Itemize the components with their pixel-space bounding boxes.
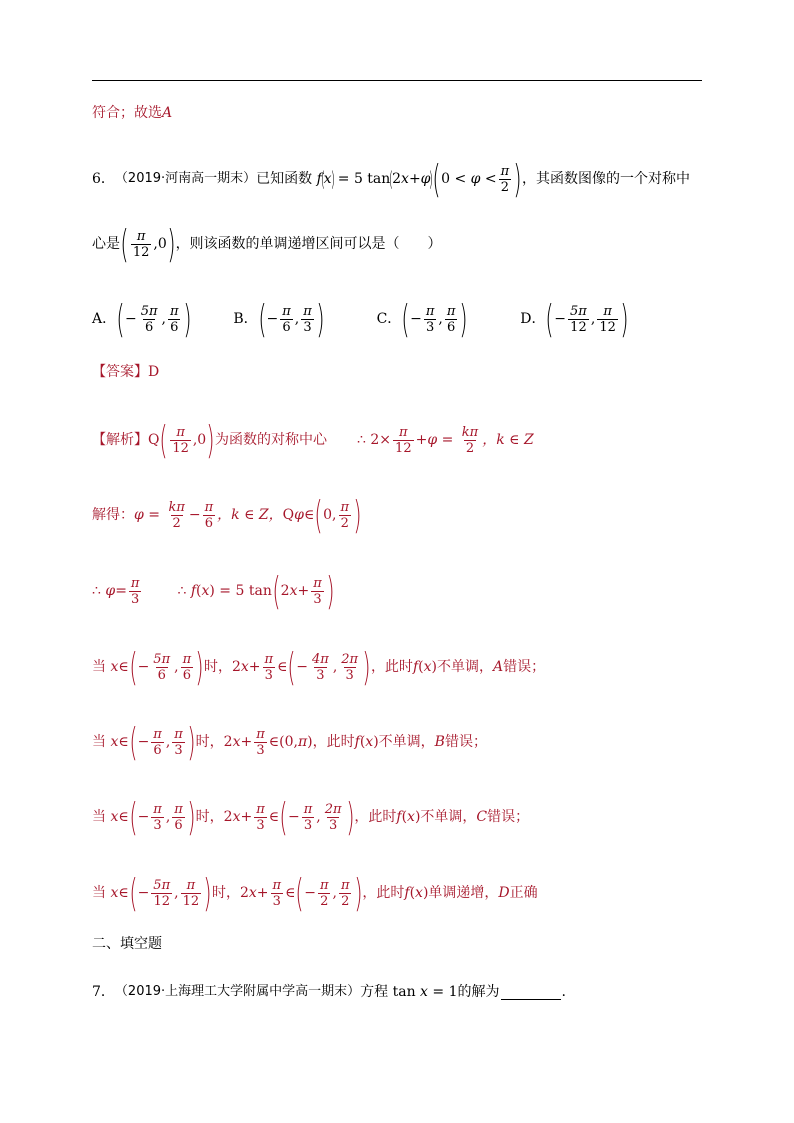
option-b[interactable]: B． ( − $\frac{\pi}{6}$ , $\frac{\pi}{3}$ ) [233,297,325,341]
answer-tag: 【答案】 [92,364,148,380]
option-c[interactable]: C． ( − $\frac{\pi}{3}$ , $\frac{\pi}{6}$ ) [376,297,468,341]
analysis-line-1: 【解析】 Q ( $\frac{\pi}{12}$ ,0 ) 为函数的对称中心 ∴ 2× $\frac{\pi}{12}$ + φ = $\frac{k\pi}{2}$ ，k ∈ Z [92,418,534,462]
answer-value: D [148,364,160,380]
case-b-line: 当 x ∈ ( − $\frac{\pi}{6}$ , $\frac{\pi}{3}$ ) 时， 2 x + $\frac{\pi}{3}$ ∈(0, π ) ，此时 f ( x ) 不单调， B 错误； [92,720,487,764]
question-6-line-1: 6． （2019·河南高一期末） 已知函数 f ( x ) = 5 tan ( 2 x + φ ) ( 0 < φ < $\frac{\pi}{2}$ ) ，其函数图像的一个对称中 [92,157,691,201]
case-a-line: 当 x ∈ ( − $\frac{5\pi}{6}$ , $\frac{\pi}{6}$ ) 时， 2 x + $\frac{\pi}{3}$ ∈ ( − $\frac{4\pi}{3}$ , $\frac{2\pi}{3}$ ) ，此时 f ( x ) 不单调， A 错误； [92,645,546,689]
question-6-line-2: 心是 ( $\frac{\pi}{12}$ ,0 ) ，则该函数的单调递增区间可以是（ ） [92,222,442,266]
option-a[interactable]: A． ( − $\frac{5\pi}{6}$ , $\frac{\pi}{6}$ ) [92,297,192,341]
answer-blank[interactable] [501,985,561,1000]
previous-conclusion: 符合；故选 A [92,105,173,121]
options-row [92,297,629,341]
option-d[interactable]: D． ( − $\frac{5\pi}{12}$ , $\frac{\pi}{12}$ ) [520,297,629,341]
section-heading: 二、填空题 [92,936,162,952]
answer [92,362,159,382]
case-c-line: 当 x ∈ ( − $\frac{\pi}{3}$ , $\frac{\pi}{6}$ ) 时， 2 x + $\frac{\pi}{3}$ ∈ ( − $\frac{\pi}{3}$ , $\frac{2\pi}{3}$ ) ，此时 f ( x ) 不单调， C 错误； [92,795,530,839]
question-source: （2019·河南高一期末） [114,171,257,186]
analysis-tag: 【解析】 [92,432,148,448]
question-number: 6． [92,171,115,187]
case-d-line: 当 x ∈ ( − $\frac{5\pi}{12}$ , $\frac{\pi}{12}$ ) 时， 2 x + $\frac{\pi}{3}$ ∈ ( − $\frac{\pi}{2}$ , $\frac{\pi}{2}$ ) ，此时 f ( x ) 单调递增， D 正确 [92,871,538,915]
header-rule [92,80,702,81]
phi-result-line: ∴ φ = $\frac{\pi}{3}$ ∴ f ( x ) = 5 tan ( 2 x + $\frac{\pi}{3}$ ) [92,569,335,613]
question-7: 7． （2019·上海理工大学附属中学高一期末） 方程 tan x = 1 的解为 . [92,984,566,1000]
solve-line: 解得： φ = $\frac{k\pi}{2}$ − $\frac{\pi}{6}$ ，k ∈ Z， Q φ ∈ ( 0, $\frac{\pi}{2}$ ) [92,493,362,537]
